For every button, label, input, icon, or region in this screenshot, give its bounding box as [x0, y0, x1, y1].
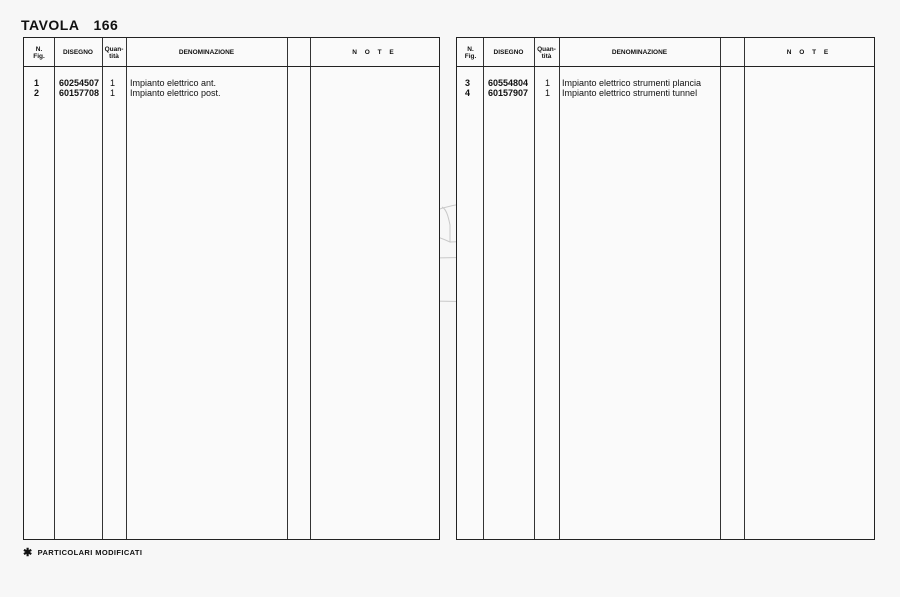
row-qty: 1 [110, 78, 116, 88]
row-qty: 1 [545, 88, 551, 98]
header-fig: N. Fig. [464, 45, 477, 60]
header-denominazione: DENOMINAZIONE [611, 49, 668, 57]
table-row [457, 88, 874, 98]
row-qty: 1 [545, 78, 551, 88]
row-disegno: 60554804 [488, 78, 529, 88]
column-divider [287, 38, 288, 539]
row-fig: 1 [34, 78, 40, 88]
column-divider [559, 38, 560, 539]
table-row [457, 78, 874, 88]
header-disegno: DISEGNO [63, 49, 93, 57]
header-disegno: DISEGNO [493, 49, 524, 57]
header-fig: N. Fig. [33, 45, 45, 60]
column-divider [126, 38, 127, 539]
row-description: Impianto elettrico strumenti plancia [562, 78, 702, 88]
table-row [24, 78, 439, 88]
column-divider [102, 38, 103, 539]
footnote [23, 546, 142, 559]
row-disegno: 60254507 [59, 78, 100, 88]
title-label: TAVOLA [21, 17, 80, 33]
row-fig: 4 [465, 88, 471, 98]
parts-table-right [456, 37, 875, 540]
row-qty: 1 [110, 88, 116, 98]
column-divider [54, 38, 55, 539]
header-rule [24, 66, 439, 67]
row-disegno: 60157907 [488, 88, 529, 98]
header-note: N O T E [786, 49, 832, 57]
footnote-text: PARTICOLARI MODIFICATI [37, 548, 143, 557]
column-divider [310, 38, 311, 539]
column-divider [483, 38, 484, 539]
row-fig: 3 [465, 78, 471, 88]
page-title [21, 17, 118, 33]
column-divider [744, 38, 745, 539]
column-divider [720, 38, 721, 539]
column-divider [534, 38, 535, 539]
header-rule [457, 66, 874, 67]
header-note: N O T E [352, 49, 397, 57]
row-description: Impianto elettrico post. [130, 88, 221, 98]
header-denominazione: DENOMINAZIONE [178, 49, 235, 57]
asterisk-icon: ✱ [23, 547, 33, 559]
row-description: Impianto elettrico ant. [130, 78, 217, 88]
table-number: 166 [93, 17, 119, 33]
row-disegno: 60157708 [59, 88, 100, 98]
header-quantita: Quan- tità [537, 45, 556, 60]
header-quantita: Quan- tità [104, 45, 124, 60]
row-description: Impianto elettrico strumenti tunnel [562, 88, 698, 98]
row-fig: 2 [34, 88, 40, 98]
table-row [24, 88, 439, 98]
parts-table-left [23, 37, 440, 540]
